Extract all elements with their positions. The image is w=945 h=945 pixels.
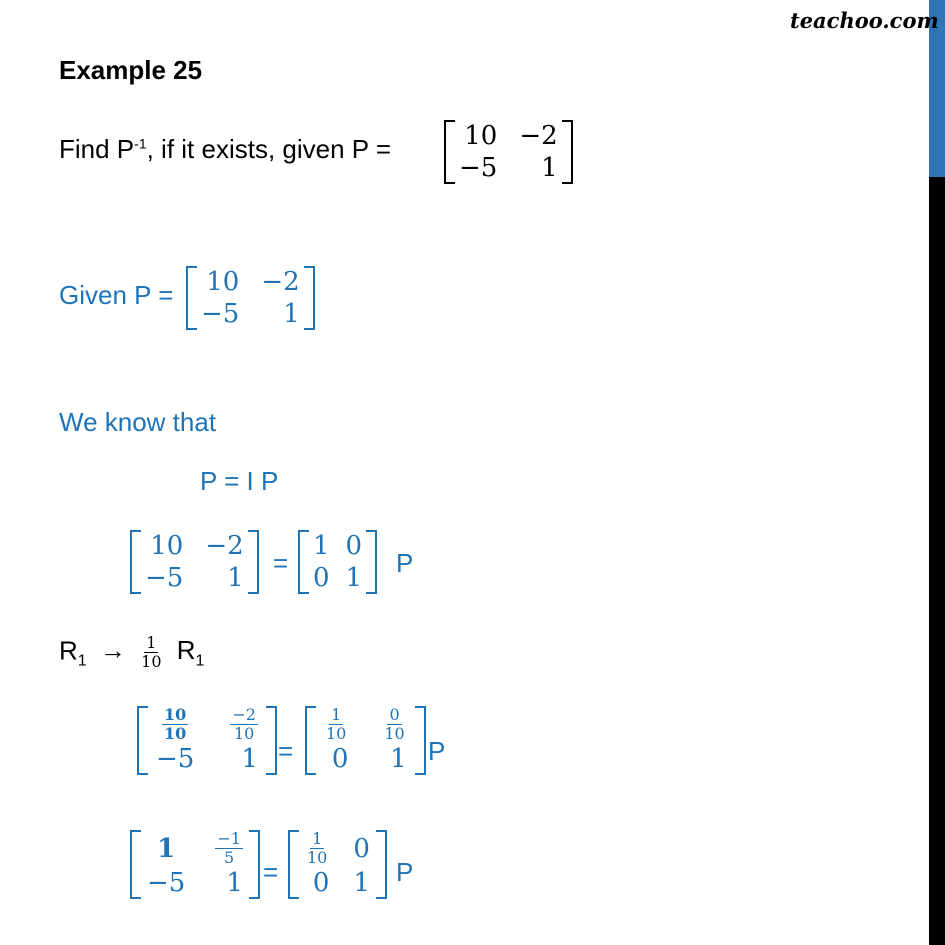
matrix-step1-right: $\frac{1}{10}$ $\frac{0}{10}$ 0 1 [305, 706, 426, 775]
identity-matrix: 1 0 0 1 [298, 530, 377, 594]
equals-sign: = [273, 548, 289, 578]
row-operation: $R_1$ → $\frac{1}{10}$ $R_1$ [59, 633, 205, 671]
p-label: P [396, 548, 414, 578]
page-title: Example 25 [59, 55, 203, 85]
equals-sign: = [278, 736, 294, 766]
brand-logo: teachoo.com [790, 8, 939, 33]
matrix-step1-left: $\frac{10}{10}$ $\frac{-2}{10}$ −5 1 [137, 706, 277, 775]
p-label: P [428, 736, 446, 766]
we-know-text: We know that [59, 407, 217, 437]
matrix-step2-right: $\frac{1}{10}$ 0 0 1 [288, 830, 387, 899]
matrix-p-eq: 10 −2 −5 1 [130, 530, 259, 594]
fraction: $\frac{1}{10}$ [141, 633, 162, 671]
p-label: P [396, 857, 414, 887]
equals-sign: = [263, 857, 279, 887]
equation-p-ip: P = I P [200, 466, 279, 496]
given-label: Given P = [59, 280, 174, 310]
matrix-p-question: 10 −2 −5 1 [444, 120, 573, 184]
matrix-p-given: 10 −2 −5 1 [186, 266, 315, 330]
matrix-step2-left: 1 $\frac{-1}{5}$ −5 1 [130, 830, 260, 899]
question-text: Find $P^{-1}$, if it exists, given P = [59, 134, 392, 164]
